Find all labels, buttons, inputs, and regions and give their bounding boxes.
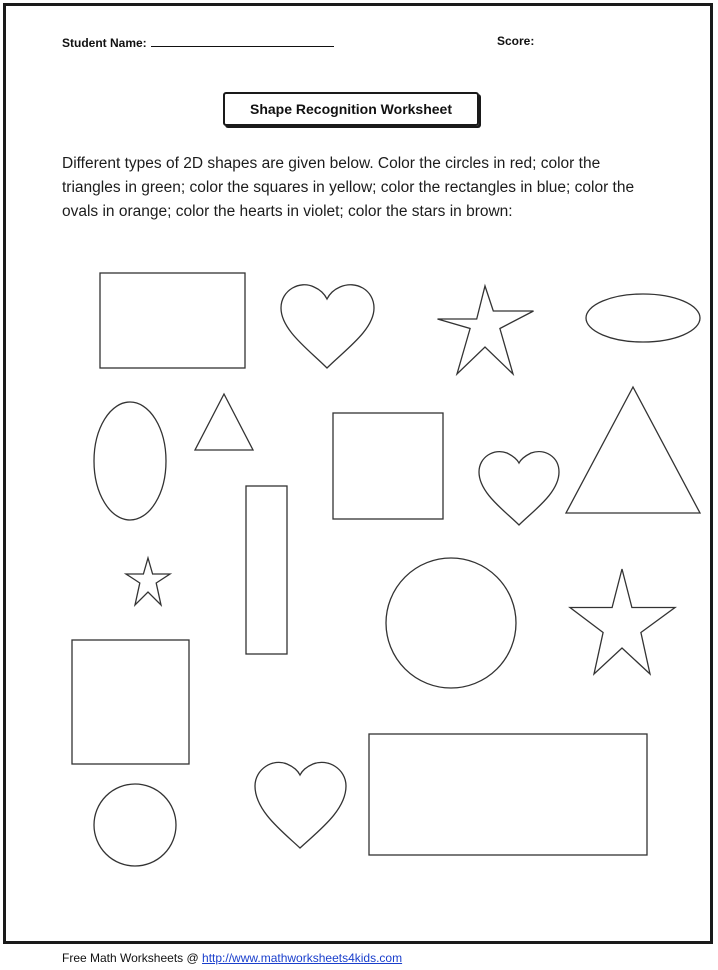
student-name-label: Student Name: [62,36,147,50]
heart-shape[interactable] [255,762,346,848]
triangle-shape[interactable] [195,394,253,450]
heart-shape[interactable] [479,452,559,525]
footer-prefix: Free Math Worksheets @ [62,951,199,965]
worksheet-title: Shape Recognition Worksheet [223,92,479,126]
square-shape[interactable] [333,413,443,519]
rectangle-shape[interactable] [246,486,287,654]
triangle-shape[interactable] [566,387,700,513]
star-shape[interactable] [126,558,170,605]
circle-shape[interactable] [94,784,176,866]
star-shape[interactable] [438,286,534,374]
heart-shape[interactable] [281,285,374,368]
footer-link[interactable]: http://www.mathworksheets4kids.com [202,951,403,965]
footer [62,951,402,965]
instructions-text: Different types of 2D shapes are given below. Color the circles in red; color the triangles in green; color the squares in yellow; color the rectangles in blue; color the ovals in orange; color the hearts in violet; color the stars in brown: [62,155,635,220]
oval-shape[interactable] [94,402,166,520]
rectangle-shape[interactable] [369,734,647,855]
rectangle-shape[interactable] [100,273,245,368]
star-shape[interactable] [570,569,675,674]
oval-shape[interactable] [586,294,700,342]
score-label: Score: [497,34,535,48]
circle-shape[interactable] [386,558,516,688]
square-shape[interactable] [72,640,189,764]
